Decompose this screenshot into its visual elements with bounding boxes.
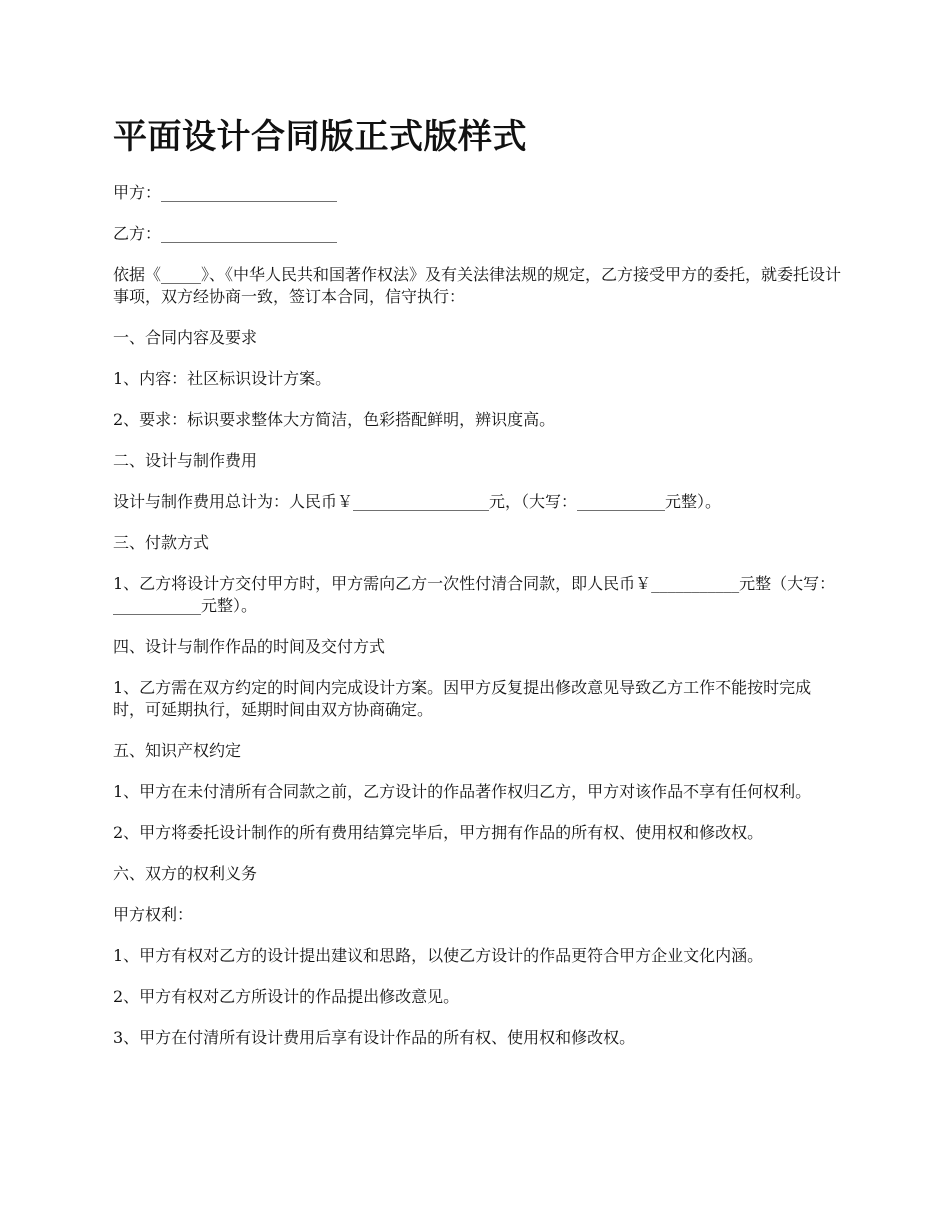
- section-heading-3: 三、付款方式: [113, 533, 210, 552]
- payment-clause-1: 1、乙方将设计方交付甲方时，甲方需向乙方一次性付清合同款，即人民币￥___________元整（大写：___________元整）。: [113, 574, 836, 615]
- party-a-rights-heading: 甲方权利：: [113, 905, 194, 924]
- party-a-line: 甲方：______________________: [113, 183, 338, 202]
- rights-clause-1: 1、甲方有权对乙方的设计提出建议和思路，以使乙方设计的作品更符合甲方企业文化内涵。: [113, 946, 764, 965]
- fee-clause: 设计与制作费用总计为：人民币￥_________________元，（大写：___________元整）。: [113, 492, 722, 511]
- party-b-line: 乙方：______________________: [113, 224, 338, 243]
- clause-1-1: 1、内容：社区标识设计方案。: [113, 369, 332, 388]
- section-heading-2: 二、设计与制作费用: [113, 451, 258, 470]
- ip-clause-2: 2、甲方将委托设计制作的所有费用结算完毕后，甲方拥有作品的所有权、使用权和修改权。: [113, 823, 764, 842]
- document-page: [113, 112, 843, 1068]
- section-heading-4: 四、设计与制作作品的时间及交付方式: [113, 637, 386, 656]
- clause-1-2: 2、要求：标识要求整体大方简洁，色彩搭配鲜明，辨识度高。: [113, 410, 556, 429]
- rights-clause-2: 2、甲方有权对乙方所设计的作品提出修改意见。: [113, 987, 460, 1006]
- section-heading-6: 六、双方的权利义务: [113, 864, 258, 883]
- document-title: 平面设计合同版正式版样式: [113, 117, 527, 157]
- section-heading-5: 五、知识产权约定: [113, 741, 242, 760]
- delivery-clause-1: 1、乙方需在双方约定的时间内完成设计方案。因甲方反复提出修改意见导致乙方工作不能按时完成时，可延期执行，延期时间由双方协商确定。: [113, 678, 812, 719]
- preamble-paragraph: 依据《_____》、《中华人民共和国著作权法》及有关法律法规的规定，乙方接受甲方的委托，就委托设计事项，双方经协商一致，签订本合同，信守执行：: [113, 265, 842, 306]
- section-heading-1: 一、合同内容及要求: [113, 328, 258, 347]
- ip-clause-1: 1、甲方在未付清所有合同款之前，乙方设计的作品著作权归乙方，甲方对该作品不享有任何权利。: [113, 782, 812, 801]
- rights-clause-3: 3、甲方在付清所有设计费用后享有设计作品的所有权、使用权和修改权。: [113, 1028, 636, 1047]
